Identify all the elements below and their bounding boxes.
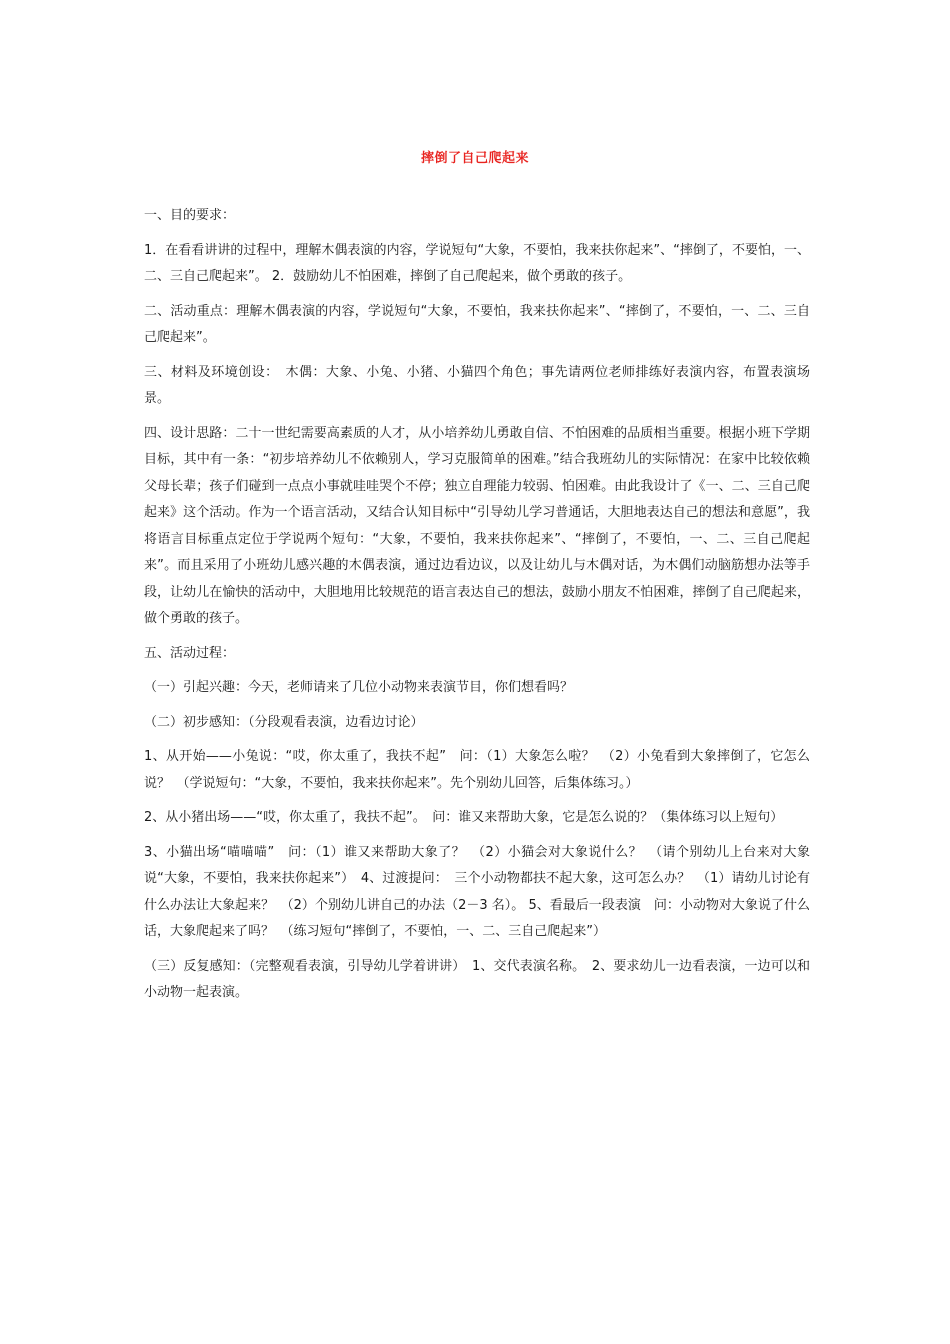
paragraph-step-3: （三）反复感知：（完整观看表演，引导幼儿学着讲讲） 1、交代表演名称。 2、要求幼儿一边看表演，一边可以和小动物一起表演。 — [144, 958, 810, 1000]
document-body — [144, 203, 810, 1015]
paragraph-step-1: （一）引起兴趣：今天，老师请来了几位小动物来表演节目，你们想看吗？ — [144, 680, 574, 695]
document-title: 摔倒了自己爬起来 — [420, 151, 529, 166]
paragraph-design-idea: 四、设计思路：二十一世纪需要高素质的人才，从小培养幼儿勇敢自信、不怕困难的品质相当重要。根据小班下学期目标，其中有一条：“初步培养幼儿不依赖别人，学习克服简单的困难。”结合我班幼儿的实际情况：在家中比较依赖父母长辈；孩子们碰到一点点小事就哇哇哭个不停；独立自理能力较弱、怕困难。由此我设计了《一、二、三自己爬起来》这个活动。作为一个语言活动，又结合认知目标中“引导幼儿学习普通话，大胆地表达自己的想法和意愿”，我将语言目标重点定位于学说两个短句：“大象，不要怕，我来扶你起来”、“摔倒了，不要怕，一、二、三自己爬起来”。而且采用了小班幼儿感兴趣的木偶表演，通过边看边议，以及让幼儿与木偶对话，为木偶们动脑筋想办法等手段，让幼儿在愉快的活动中，大胆地用比较规范的语言表达自己的想法，鼓励小朋友不怕困难，摔倒了自己爬起来，做个勇敢的孩子。 — [144, 425, 810, 626]
paragraph-step-2-part-1: 1、从开始——小兔说：“哎，你太重了，我扶不起” 问：（1）大象怎么啦？ （2）小兔看到大象摔倒了，它怎么说？ （学说短句：“大象，不要怕，我来扶你起来”。先个别幼儿回答，后集体练习。） — [144, 749, 810, 791]
paragraph-step-2-part-3: 3、小猫出场“喵喵喵” 问：（1）谁又来帮助大象了？ （2）小猫会对大象说什么？ （请个别幼儿上台来对大象说“大象，不要怕，我来扶你起来”） 4、过渡提问： 三个小动物都扶不起大象，这可怎么办？ （1）请幼儿讨论有什么办法让大象起来？ （2）个别幼儿讲自己的办法（2－3 名）。 5、看最后一段表演 问：小动物对大象说了什么话，大象爬起来了吗？ （练习短句“摔倒了，不要怕，一、二、三自己爬起来”） — [144, 844, 810, 939]
paragraph-step-2-part-2: 2、从小猪出场——“哎，你太重了，我扶不起”。 问：谁又来帮助大象，它是怎么说的？（集体练习以上短句） — [144, 810, 784, 825]
paragraph-materials: 三、材料及环境创设： 木偶：大象、小兔、小猪、小猫四个角色；事先请两位老师排练好表演内容，布置表演场景。 — [144, 364, 810, 406]
section-heading-process: 五、活动过程： — [144, 645, 236, 661]
paragraph-focus: 二、活动重点：理解木偶表演的内容，学说短句“大象，不要怕，我来扶你起来”、“摔倒了，不要怕，一、二、三自己爬起来”。 — [144, 303, 810, 345]
paragraph-step-2: （二）初步感知：（分段观看表演，边看边讨论） — [144, 714, 424, 730]
paragraph-goals: 1．在看看讲讲的过程中，理解木偶表演的内容，学说短句“大象，不要怕，我来扶你起来”、“摔倒了，不要怕，一、二、三自己爬起来”。 2．鼓励幼儿不怕困难，摔倒了自己爬起来，做个勇敢的孩子。 — [144, 242, 810, 284]
section-heading-goals: 一、目的要求： — [144, 208, 236, 223]
